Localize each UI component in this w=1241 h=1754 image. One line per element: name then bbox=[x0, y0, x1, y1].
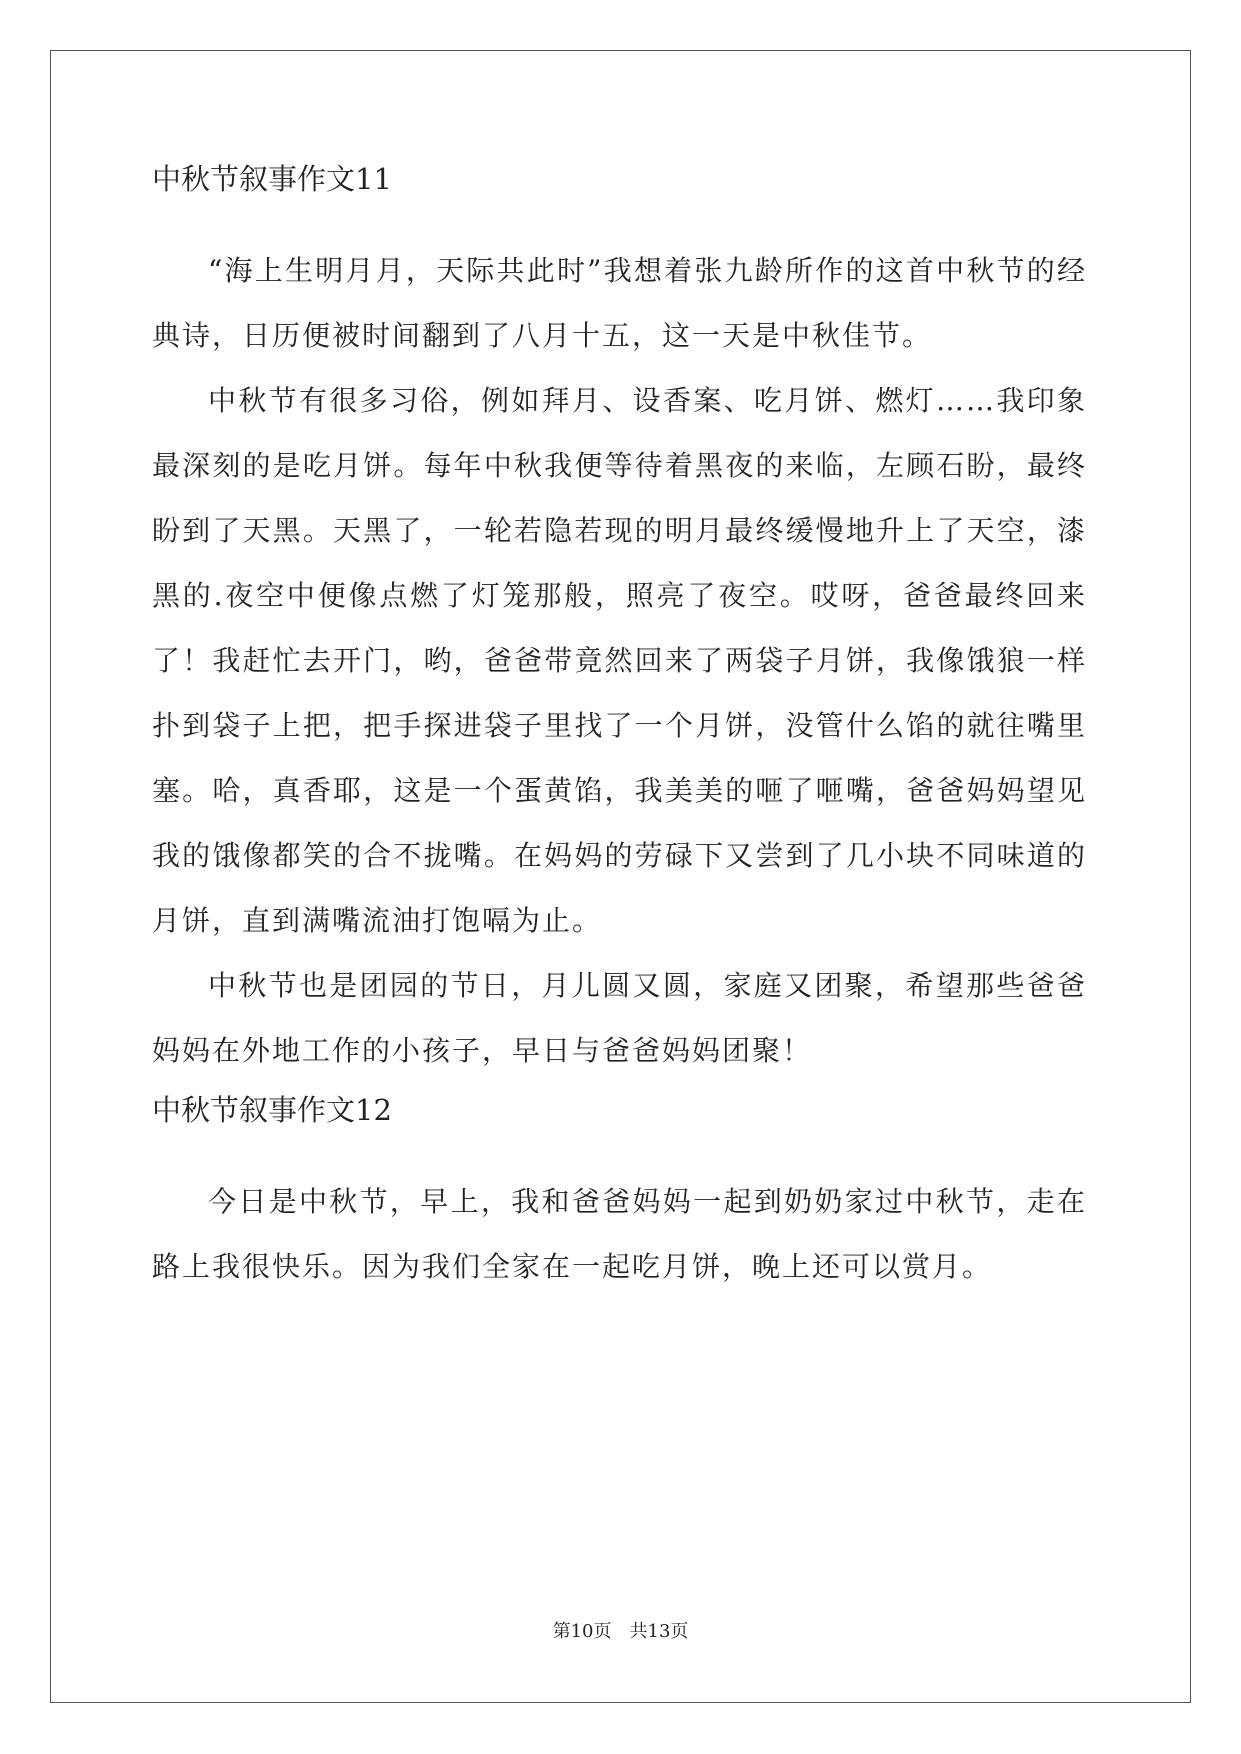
paragraph-customs: 中秋节有很多习俗，例如拜月、设香案、吃月饼、燃灯……我印象最深刻的是吃月饼。每年中秋我便等待着黑夜的来临，左顾石盼，最终盼到了天黑。天黑了，一轮若隐若现的明月最终缓慢地升上了天空，漆黑的.夜空中便像点燃了灯笼那般，照亮了夜空。哎呀，爸爸最终回来了！我赶忙去开门，哟，爸爸带竟然回来了两袋子月饼，我像饿狼一样扑到袋子上把，把手探进袋子里找了一个月饼，没管什么馅的就往嘴里塞。哈，真香耶，这是一个蛋黄馅，我美美的咂了咂嘴，爸爸妈妈望见我的饿像都笑的合不拢嘴。在妈妈的劳碌下又尝到了几小块不同味道的月饼，直到满嘴流油打饱嗝为止。 bbox=[152, 384, 1087, 937]
page-number: 第10页 bbox=[552, 1621, 612, 1642]
document-body bbox=[152, 156, 1087, 1299]
paragraph-today: 今日是中秋节，早上，我和爸爸妈妈一起到奶奶家过中秋节，走在路上我很快乐。因为我们全家在一起吃月饼，晚上还可以赏月。 bbox=[152, 1185, 1087, 1283]
page-total: 共13页 bbox=[629, 1621, 689, 1642]
paragraph-reunion: 中秋节也是团园的节日，月儿圆又圆，家庭又团聚，希望那些爸爸妈妈在外地工作的小孩子，早日与爸爸妈妈团聚！ bbox=[152, 969, 1087, 1067]
paragraph-poem-intro: “海上生明月月，天际共此时”我想着张九龄所作的这首中秋节的经典诗，日历便被时间翻到了八月十五，这一天是中秋佳节。 bbox=[152, 254, 1087, 352]
section-heading-11: 中秋节叙事作文11 bbox=[152, 162, 392, 196]
section-heading-12: 中秋节叙事作文12 bbox=[152, 1093, 392, 1127]
page-footer bbox=[0, 1617, 1241, 1643]
